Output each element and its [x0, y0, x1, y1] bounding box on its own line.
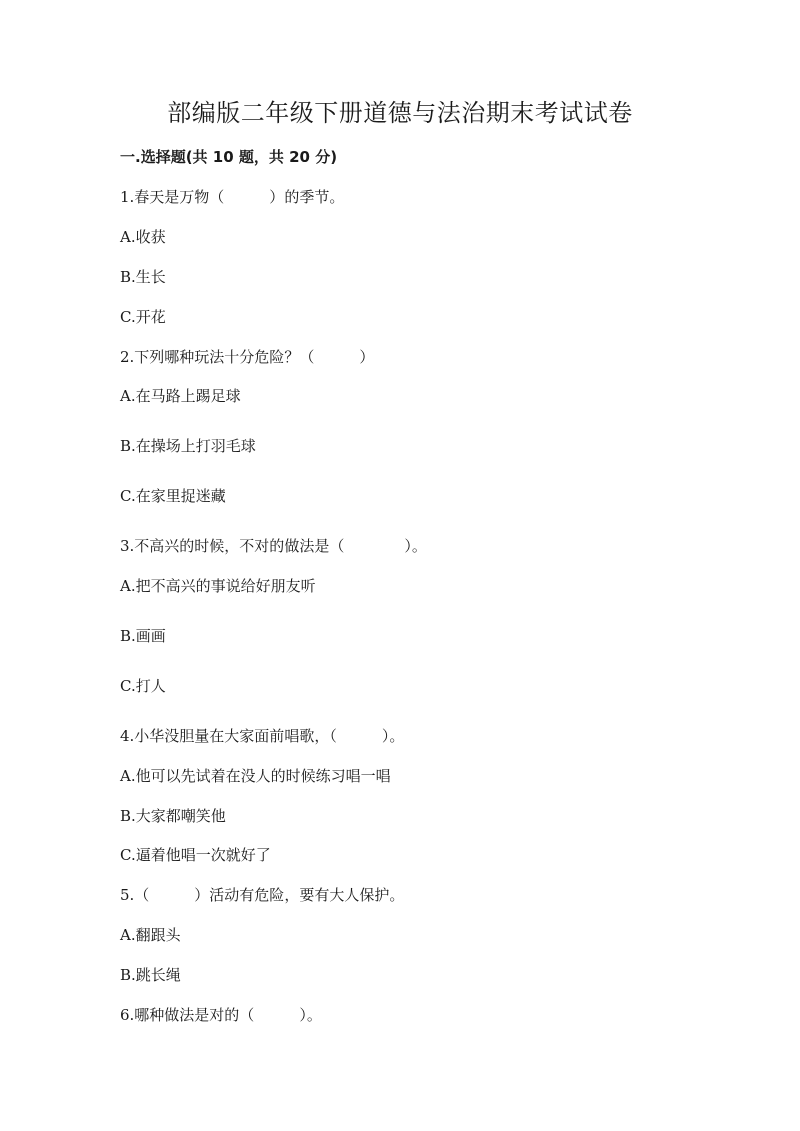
- question-3-option-b: B.画画: [120, 627, 166, 645]
- question-1-option-b: B.生长: [120, 268, 166, 286]
- section-heading: 一.选择题(共 10 题，共 20 分): [120, 148, 338, 166]
- question-4-option-a: A.他可以先试着在没人的时候练习唱一唱: [120, 767, 391, 785]
- question-2-stem: 2.下列哪种玩法十分危险？（ ）: [120, 348, 375, 366]
- question-1-option-c: C.开花: [120, 308, 166, 326]
- question-4-stem: 4.小华没胆量在大家面前唱歌，（ ）。: [120, 727, 405, 745]
- question-3-option-a: A.把不高兴的事说给好朋友听: [120, 577, 316, 595]
- question-5-stem: 5.（ ）活动有危险，要有大人保护。: [120, 886, 405, 904]
- question-5-option-a: A.翻跟头: [120, 926, 181, 944]
- question-2-option-b: B.在操场上打羽毛球: [120, 437, 256, 455]
- question-4-option-c: C.逼着他唱一次就好了: [120, 846, 271, 864]
- question-3-stem: 3.不高兴的时候，不对的做法是（ ）。: [120, 537, 427, 555]
- exam-title: 部编版二年级下册道德与法治期末考试试卷: [167, 99, 633, 127]
- question-3-option-c: C.打人: [120, 677, 166, 695]
- question-4-option-b: B.大家都嘲笑他: [120, 807, 226, 825]
- question-5-option-b: B.跳长绳: [120, 966, 181, 984]
- question-2-option-c: C.在家里捉迷藏: [120, 487, 226, 505]
- question-6-stem: 6.哪种做法是对的（ ）。: [120, 1006, 322, 1024]
- question-2-option-a: A.在马路上踢足球: [120, 387, 241, 405]
- question-1-option-a: A.收获: [120, 228, 166, 246]
- question-1-stem: 1.春天是万物（ ）的季节。: [120, 188, 345, 206]
